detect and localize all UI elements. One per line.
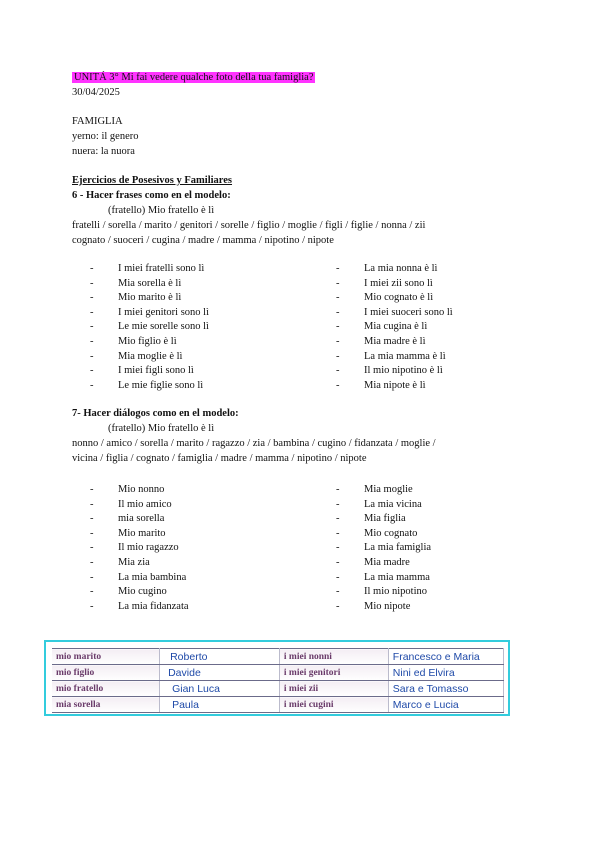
section-title: Ejercicios de Posesivos y Familiares — [72, 175, 233, 186]
ex7-right-list — [336, 483, 431, 614]
vocab-title: FAMIGLIA — [72, 116, 123, 127]
list-item: - Mia figlia — [336, 512, 431, 527]
list-item: - mia sorella — [90, 512, 189, 527]
ex6-model: (fratello) Mio fratello è lì — [108, 205, 215, 216]
list-item: - I miei genitori sono lì — [90, 306, 209, 321]
list-item: - Mia nipote è lì — [336, 379, 453, 394]
list-item: - Mia zia — [90, 556, 189, 571]
ex7-words: nonno / amico / sorella / marito / ragazzo / zia / bambina / cugino / fidanzata / moglie / — [72, 438, 436, 449]
unit-title: UNITÁ 3° Mi fai vedere qualche foto della tua famiglia? — [74, 72, 314, 83]
list-item: - Le mie figlie sono lì — [90, 379, 209, 394]
table-row — [52, 697, 504, 713]
list-item: - La mia vicina — [336, 498, 431, 513]
vocab-line: nuera: la nuora — [72, 146, 135, 157]
table-cell: i miei genitori — [279, 665, 388, 681]
list-item: - Mia moglie è lì — [90, 350, 209, 365]
ex6-title: 6 - Hacer frases como en el modelo: — [72, 190, 231, 201]
list-item: - I miei suoceri sono lì — [336, 306, 453, 321]
list-item: - I miei zii sono lì — [336, 277, 453, 292]
table-row — [52, 665, 504, 681]
list-item: - Mia moglie — [336, 483, 431, 498]
list-item: - Il mio amico — [90, 498, 189, 513]
ex6-words: fratelli / sorella / marito / genitori / sorelle / figlio / moglie / figli / figlie / nonna / zii — [72, 220, 426, 231]
table-cell: Sara e Tomasso — [388, 681, 503, 697]
table-cell: Nini ed Elvira — [388, 665, 503, 681]
list-item: - Mia cugina è lì — [336, 320, 453, 335]
list-item: - La mia fidanzata — [90, 600, 189, 615]
table-cell: Francesco e Maria — [388, 649, 503, 665]
list-item: - I miei figli sono lì — [90, 364, 209, 379]
list-item: - Mio cugino — [90, 585, 189, 600]
vocab-line: yerno: il genero — [72, 131, 139, 142]
list-item: - Mio marito — [90, 527, 189, 542]
table-cell: mia sorella — [52, 697, 160, 713]
ex7-words: vicina / figlia / cognato / famiglia / madre / mamma / nipotino / nipote — [72, 453, 367, 464]
ex6-words: cognato / suoceri / cugina / madre / mamma / nipotino / nipote — [72, 235, 334, 246]
list-item: - I miei fratelli sono lì — [90, 262, 209, 277]
list-item: - Mio figlio è lì — [90, 335, 209, 350]
date: 30/04/2025 — [72, 87, 120, 98]
list-item: - Mia sorella è lì — [90, 277, 209, 292]
table-cell: i miei zii — [279, 681, 388, 697]
table-cell: mio figlio — [52, 665, 160, 681]
list-item: - Le mie sorelle sono lì — [90, 320, 209, 335]
list-item: - Mio nipote — [336, 600, 431, 615]
ex7-title: 7- Hacer diálogos como en el modelo: — [72, 408, 239, 419]
table-cell: Roberto — [160, 649, 280, 665]
list-item: - La mia nonna è lì — [336, 262, 453, 277]
list-item: - Il mio nipotino è lì — [336, 364, 453, 379]
table-row — [52, 681, 504, 697]
ex6-right-list — [336, 262, 453, 393]
table-cell: Paula — [160, 697, 280, 713]
list-item: - La mia mamma è lì — [336, 350, 453, 365]
list-item: - Mio cognato — [336, 527, 431, 542]
table-row — [52, 649, 504, 665]
family-table-frame — [44, 640, 510, 716]
table-cell: i miei cugini — [279, 697, 388, 713]
list-item: - La mia famiglia — [336, 541, 431, 556]
list-item: - Mio marito è lì — [90, 291, 209, 306]
ex7-model: (fratello) Mio fratello è lì — [108, 423, 215, 434]
list-item: - Mio nonno — [90, 483, 189, 498]
list-item: - Mia madre — [336, 556, 431, 571]
table-cell: mio marito — [52, 649, 160, 665]
table-cell: mio fratello — [52, 681, 160, 697]
list-item: - La mia mamma — [336, 571, 431, 586]
table-cell: Marco e Lucia — [388, 697, 503, 713]
table-cell: i miei nonni — [279, 649, 388, 665]
list-item: - Il mio nipotino — [336, 585, 431, 600]
ex7-left-list — [90, 483, 189, 614]
family-table — [52, 648, 504, 713]
list-item: - La mia bambina — [90, 571, 189, 586]
list-item: - Il mio ragazzo — [90, 541, 189, 556]
table-cell: Gian Luca — [160, 681, 280, 697]
list-item: - Mio cognato è lì — [336, 291, 453, 306]
ex6-left-list — [90, 262, 209, 393]
table-cell: Davide — [160, 665, 280, 681]
list-item: - Mia madre è lì — [336, 335, 453, 350]
